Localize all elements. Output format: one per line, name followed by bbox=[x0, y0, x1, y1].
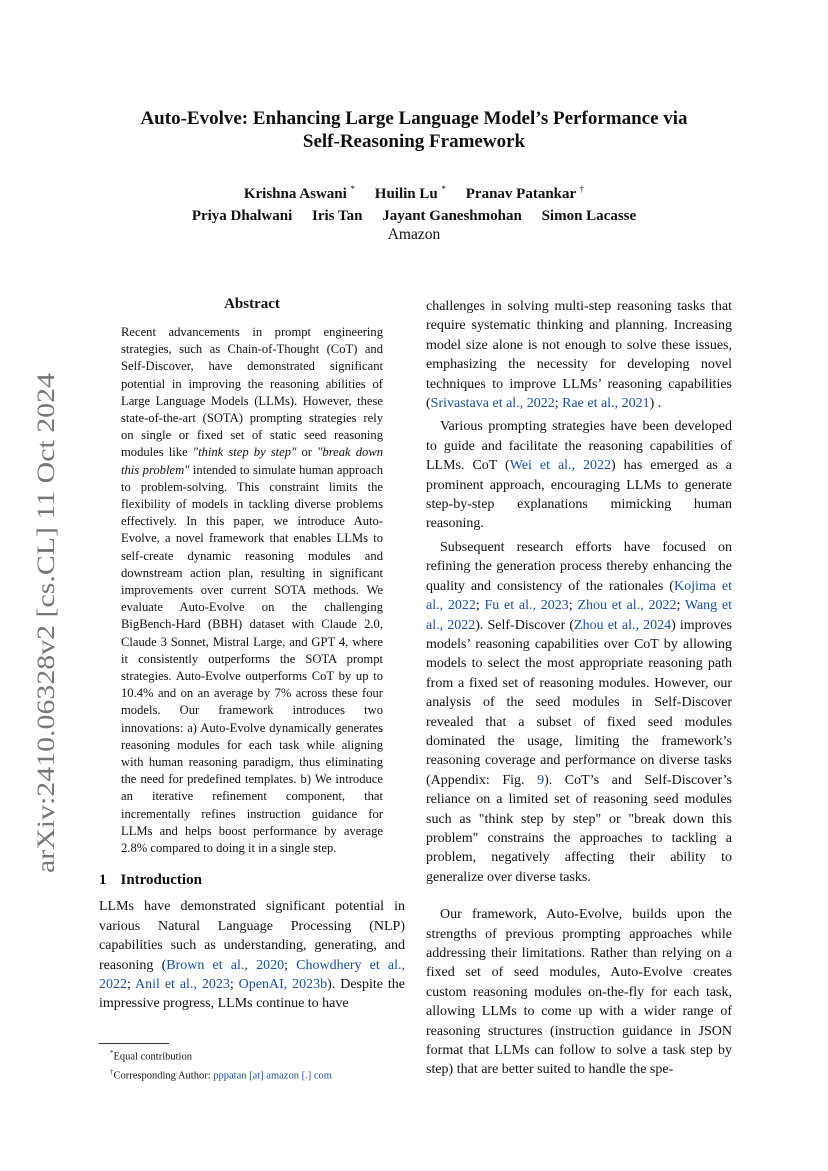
author: Pranav Patankar † bbox=[465, 184, 585, 202]
footnotes bbox=[110, 1046, 410, 1083]
author-row-2 bbox=[80, 205, 748, 227]
author: Huilin Lu * bbox=[374, 184, 446, 202]
email-link[interactable]: pppatan [at] amazon [.] com bbox=[213, 1070, 332, 1081]
footnote-corresponding-author: †Corresponding Author: pppatan [at] amazon [.] com bbox=[110, 1067, 332, 1081]
citation-link[interactable]: Anil et al., 2023 bbox=[135, 976, 230, 992]
citation-link[interactable]: Srivastava et al., 2022 bbox=[430, 396, 555, 412]
footnote-equal-contribution: *Equal contribution bbox=[110, 1049, 192, 1063]
paper-title bbox=[80, 107, 748, 153]
section-heading-introduction: 1 Introduction bbox=[99, 872, 202, 889]
affiliation: Amazon bbox=[387, 226, 441, 243]
abstract-heading: Abstract bbox=[224, 296, 280, 312]
author: Iris Tan bbox=[312, 208, 363, 224]
arxiv-identifier bbox=[24, 368, 64, 878]
intro-paragraph: LLMs have demonstrated significant potential in various Natural Language Processing (NLP) capabilities such as understanding, generating, and reasoning (Brown et al., 2020; Chowdhery et al., 2022; Anil et al., 2023; OpenAI, 2023b). Despite the impressive progress, LLMs continue to have bbox=[99, 899, 406, 1012]
arxiv-id-text: arXiv:2410.06328v2 [cs.CL] 11 Oct 2024 bbox=[33, 454, 60, 873]
title-line-2: Self-Reasoning Framework bbox=[302, 131, 526, 152]
body-paragraph: Subsequent research efforts have focused on refining the generation process thereby enhancing the quality and consistency of the rationales (Kojima et al., 2022; Fu et al., 2023; Zhou et al., 2022; Wang et al., 2022). Self-Discover (Zhou et al., 2024) improves models’ reasoning capabilities over CoT by allowing models to select the most appropriate reasoning path from a fixed set of reasoning modules. However, our analysis of the seed modules in Self-Discover revealed that a subset of fixed seed modules dominated the usage, limiting the framework’s reasoning coverage and performance on diverse tasks (Appendix: Fig. 9). CoT’s and Self-Discover’s reliance on a limited set of reasoning seed modules such as "think step by step" or "break down this problem" constrains the approaches to tackling a problem, negatively affecting their ability to generalize over diverse tasks. bbox=[426, 539, 733, 885]
author: Simon Lacasse bbox=[541, 208, 637, 224]
citation-link[interactable]: OpenAI, 2023b bbox=[238, 976, 328, 992]
body-paragraph: Our framework, Auto-Evolve, builds upon the strengths of previous prompting approaches while addressing their limitations. Rather than relying on a fixed set of seed modules, Auto-Evolve creates custom reasoning modules on-the-fly for each task, allowing LLMs to come up with a wider range of reasoning structures (instruction guidance in JSON format that LLMs can follow to solve a task step by step) that are better suited to handle the spe- bbox=[426, 907, 732, 1078]
citation-link[interactable]: Fu et al., 2023 bbox=[484, 598, 569, 614]
citation-link[interactable]: Wei et al., 2022 bbox=[509, 458, 612, 474]
footnote-rule bbox=[99, 1043, 169, 1044]
author-list bbox=[80, 178, 748, 227]
author: Krishna Aswani * bbox=[243, 184, 356, 202]
author: Jayant Ganeshmohan bbox=[382, 208, 522, 224]
citation-link[interactable]: Chowdhery et al., 2022 bbox=[99, 957, 406, 992]
abstract-text: Recent advancements in prompt engineering strategies, such as Chain-of-Thought (CoT) and Self-Discover, have demonstrated significant potential in improving the reasoning abilities of Large Language Models (LLMs). However, these state-of-the-art (SOTA) prompting strategies rely on single or fixed set of static seed reasoning modules like "think step by step" or "break down this problem" intended to simulate human approach to problem-solving. This constraint limits the flexibility of models in tackling diverse problems effectively. In this paper, we introduce Auto-Evolve, a novel framework that enables LLMs to self-create dynamic reasoning modules and downstream action plan, resulting in significant improvements over current SOTA methods. We evaluate Auto-Evolve on the challenging BigBench-Hard (BBH) dataset with Claude 2.0, Claude 3 Sonnet, Mistral Large, and GPT 4, where it consistently outperforms the SOTA prompt strategies. Auto-Evolve outperforms CoT by up to 10.4% and on an average by 7% across these four models. Our framework introduces two innovations: a) Auto-Evolve dynamically generates reasoning modules for each task while aligning with human reasoning paradigm, thus eliminating the need for predefined templates. b) We introduce an iterative refinement component, that incrementally refines instruction guidance for LLMs and helps boost performance by average 2.8% compared to doing it in a single step. bbox=[121, 325, 384, 856]
figure-ref-link[interactable]: 9 bbox=[537, 772, 545, 788]
citation-link[interactable]: Rae et al., 2021 bbox=[562, 396, 650, 412]
citation-link[interactable]: Zhou et al., 2022 bbox=[577, 598, 677, 614]
citation-link[interactable]: Kojima et al., 2022 bbox=[426, 578, 732, 614]
author: Priya Dhalwani bbox=[191, 208, 293, 224]
right-column bbox=[426, 297, 732, 1080]
author-row-1 bbox=[80, 178, 748, 205]
citation-link[interactable]: Zhou et al., 2024 bbox=[574, 617, 672, 633]
title-line-1: Auto-Evolve: Enhancing Large Language Model’s Performance via bbox=[140, 108, 688, 129]
body-paragraph: challenges in solving multi-step reasoning tasks that require systematic thinking and planning. Increasing model size alone is not enough to solve these issues, emphasizing the necessity for developing novel techniques to improve LLMs’ reasoning capabilities (Srivastava et al., 2022; Rae et al., 2021) . bbox=[426, 299, 732, 412]
body-paragraph: Various prompting strategies have been developed to guide and facilitate the reasoning capabilities of LLMs. CoT (Wei et al., 2022) has emerged as a prominent approach, encouraging LLMs to generate step-by-step explanations mimicking human reasoning. bbox=[426, 419, 733, 532]
left-column bbox=[99, 296, 405, 1014]
citation-link[interactable]: Brown et al., 2020 bbox=[166, 957, 285, 973]
citation-link[interactable]: Wang et al., 2022 bbox=[426, 598, 733, 633]
